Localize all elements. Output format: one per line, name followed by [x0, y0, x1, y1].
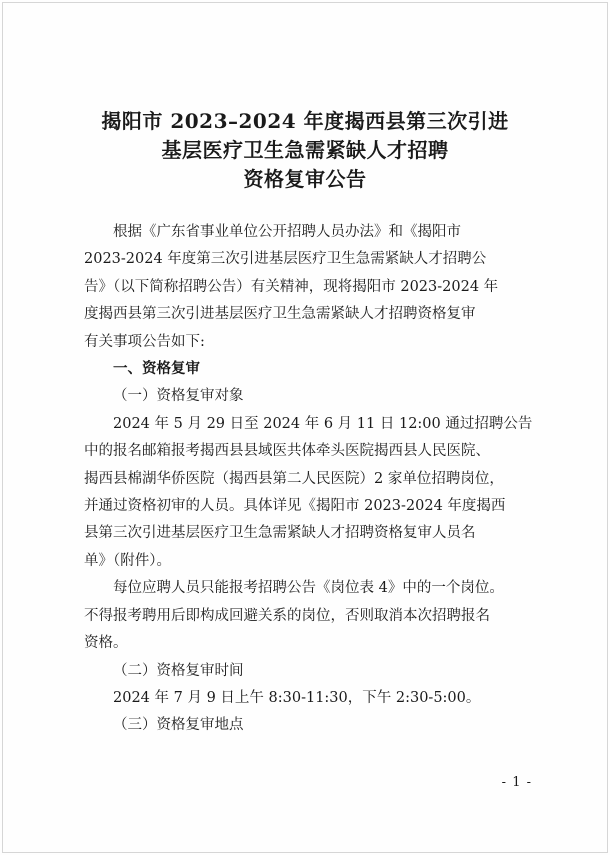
- paragraph-line: 每位应聘人员只能报考招聘公告《岗位表 4》中的一个岗位。: [113, 580, 504, 597]
- intro-line: 有关事项公告如下:: [84, 333, 205, 350]
- title-line-1: 揭阳市 2023–2024 年度揭西县第三次引进: [101, 109, 509, 133]
- intro-line: 度揭西县第三次引进基层医疗卫生急需紧缺人才招聘资格复审: [84, 306, 476, 323]
- single-post-rule-paragraph: [84, 575, 546, 657]
- intro-line: 2023-2024 年度第三次引进基层医疗卫生急需紧缺人才招聘公: [84, 251, 487, 268]
- intro-paragraph: [84, 219, 546, 356]
- subsection-heading-review-location: （三）资格复审地点: [113, 717, 244, 734]
- intro-line: 告》（以下简称招聘公告）有关精神，现将揭阳市 2023-2024 年: [84, 278, 499, 295]
- page-number: - 1 -: [501, 775, 532, 790]
- paragraph-line: 不得报考聘用后即构成回避关系的岗位，否则取消本次招聘报名: [84, 607, 490, 624]
- document-body: [84, 219, 546, 740]
- subsection-heading-review-targets: （一）资格复审对象: [113, 388, 244, 405]
- paragraph-line: 2024 年 5 月 29 日至 2024 年 6 月 11 日 12:00 通过招聘公告: [113, 415, 533, 432]
- paragraph-line: 县第三次引进基层医疗卫生急需紧缺人才招聘资格复审人员名: [84, 525, 476, 542]
- title-line-3: 资格复审公告: [243, 167, 367, 191]
- review-time-text: 2024 年 7 月 9 日上午 8:30-11:30，下午 2:30-5:00。: [113, 689, 481, 706]
- subsection-heading-review-time: （二）资格复审时间: [113, 662, 244, 679]
- review-targets-paragraph: [84, 411, 546, 575]
- paragraph-line: 单》（附件）。: [84, 552, 171, 569]
- paragraph-line: 揭西县棉湖华侨医院（揭西县第二人民医院）2 家单位招聘岗位，: [84, 470, 504, 487]
- intro-line: 根据《广东省事业单位公开招聘人员办法》和《揭阳市: [113, 224, 461, 240]
- document-title: [0, 107, 610, 194]
- paragraph-line: 资格。: [84, 635, 128, 652]
- paragraph-line: 并通过资格初审的人员。具体详见《揭阳市 2023-2024 年度揭西: [84, 498, 506, 515]
- section-heading-qualification-review: 一、资格复审: [113, 361, 200, 378]
- paragraph-line: 中的报名邮箱报考揭西县县域医共体牵头医院揭西县人民医院、: [84, 443, 490, 460]
- title-line-2: 基层医疗卫生急需紧缺人才招聘: [161, 138, 449, 162]
